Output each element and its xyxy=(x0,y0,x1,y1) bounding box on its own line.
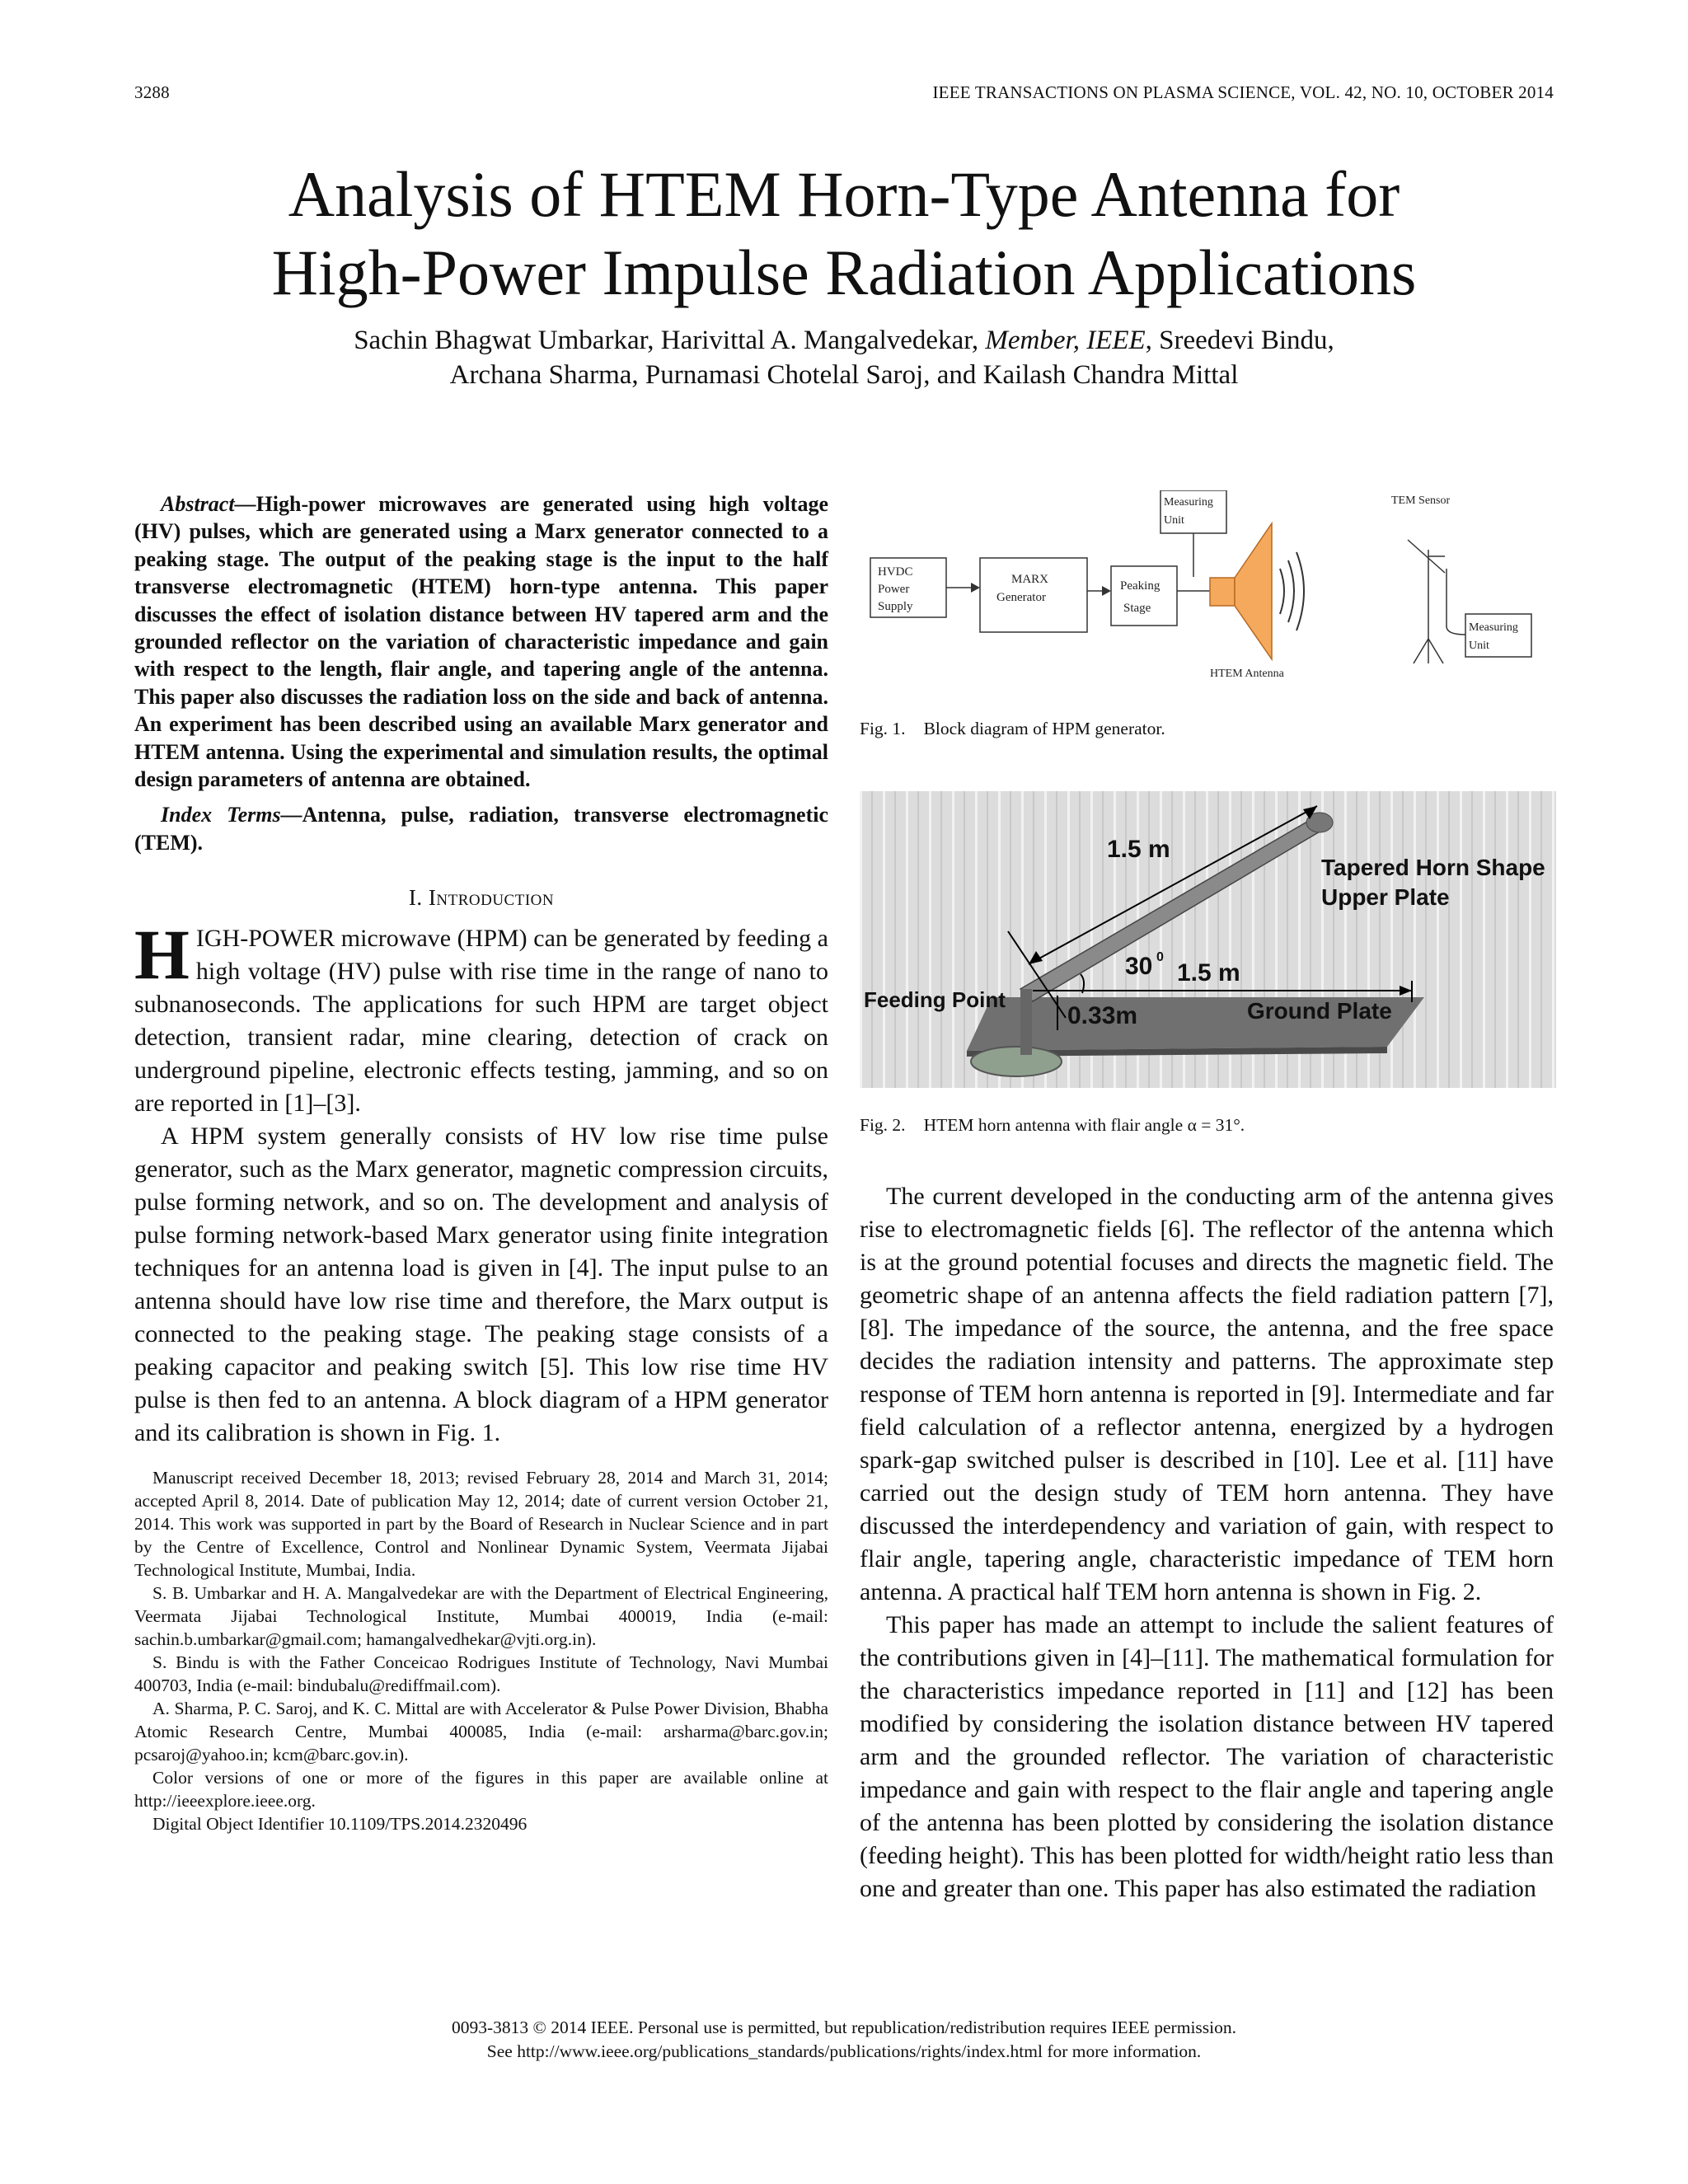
author-list xyxy=(0,323,1688,392)
authors-part-c: , Sreedevi Bindu, xyxy=(1145,326,1334,355)
horn-feed xyxy=(1210,578,1235,606)
figure-2-caption-text: HTEM horn antenna with flair angle α = 31°. xyxy=(923,1115,1245,1135)
authors-line-2: Archana Sharma, Purnamasi Chotelal Saroj, and Kailash Chandra Mittal xyxy=(449,360,1239,390)
peaking-label-2: Stage xyxy=(1123,602,1151,615)
footnotes xyxy=(134,1466,828,1835)
peaking-label-1: Peaking xyxy=(1120,579,1160,593)
copyright-footer xyxy=(0,2016,1688,2064)
tapered-label-2: Upper Plate xyxy=(1321,884,1450,910)
peaking-box xyxy=(1111,566,1177,626)
paper-title xyxy=(0,155,1688,312)
title-line-2: High-Power Impulse Radiation Applications xyxy=(271,237,1417,308)
sensor-leg-left xyxy=(1414,639,1428,663)
horizontal-length-label: 1.5 m xyxy=(1177,959,1240,987)
intro-paragraph-1 xyxy=(134,915,828,1120)
tem-sensor-label: TEM Sensor xyxy=(1391,494,1451,507)
intro-paragraph-1-text: IGH-POWER microwave (HPM) can be generated by feeding a high voltage (HV) pulse with rise time in the range of nano to subnanoseconds. The applications for such HPM are target object detection, transient radar, mine clearing, detection of crack on underground pipeline, electronic effects testing, jamming, and so on are reported in [1]–[3]. xyxy=(134,925,828,1118)
hvdc-label-1: HVDC xyxy=(878,565,913,579)
footnote-affiliation-1: S. B. Umbarkar and H. A. Mangalvedekar are with the Department of Electrical Engineering, Veermata Jijabai Technological Institute, Mumbai 400019, India (e-mail: sachin.b.umbarkar@gmail.com; hamangalvedhekar@vjti.org.in). xyxy=(134,1583,828,1650)
angle-degree: 0 xyxy=(1156,950,1164,964)
title-line-1: Analysis of HTEM Horn-Type Antenna for xyxy=(288,158,1400,230)
index-terms-text: Antenna, pulse, radiation, transverse electromagnetic (TEM). xyxy=(134,803,829,855)
member-ieee: Member, IEEE xyxy=(985,326,1146,355)
right-paragraph-2: This paper has made an attempt to include the salient features of the contributions given in [4]–[11]. The mathematical formulation for the characteristics impedance reported in [11] and [12] has been modified by considering the isolation distance between HV tapered arm and the grounded reflector. The variation of characteristic impedance and gain with respect to the flair angle and tapering angle of the antenna has been plotted by considering the isolation distance (feeding height). This has been plotted for width/height ratio less than one and greater than one. This paper has also estimated the radiation xyxy=(860,1611,1554,1902)
sensor-cable xyxy=(1447,569,1465,635)
footnote-affiliation-2: S. Bindu is with the Father Conceicao Rodrigues Institute of Technology, Navi Mumbai 400703, India (e-mail: bindubalu@rediffmail.com). xyxy=(134,1652,828,1696)
abstract-label: Abstract— xyxy=(161,492,256,516)
angle-label: 30 xyxy=(1125,953,1153,980)
arrowhead-2 xyxy=(1102,586,1111,596)
figure-2-antenna-photo xyxy=(860,791,1556,1088)
footnote-doi: Digital Object Identifier 10.1109/TPS.2014.2320496 xyxy=(152,1814,528,1835)
marx-label-1: MARX xyxy=(1011,573,1049,586)
feed-base xyxy=(971,1047,1062,1076)
footnote-manuscript: Manuscript received December 18, 2013; revised February 28, 2014 and March 31, 2014; accepted April 8, 2014. Date of publication May 12, 2014; date of current version October 21, 2014. This work was supported in part by the Board of Research in Nuclear Science and in part by the Centre of Excellence, Control and Nonlinear Dynamic System, Veermata Jijabai Technological Institute, Mumbai, India. xyxy=(134,1468,828,1581)
horn-antenna-shape xyxy=(1235,523,1272,659)
marx-label-2: Generator xyxy=(996,591,1046,604)
abstract-text: High-power microwaves are generated using high voltage (HV) pulses, which are generated using a Marx generator connected to a peaking stage. The output of the peaking stage is the input to the half transverse electromagnetic (HTEM) horn-type antenna. This paper discusses the effect of isolation distance between HV tapered arm and the grounded reflector on the variation of characteristic impedance and gain with respect to the length, flair angle, and tapering angle of the antenna. This paper also discusses the radiation loss on the side and back of antenna. An experiment has been described using an available Marx generator and HTEM antenna. Using the experimental and simulation results, the optimal design parameters of antenna are obtained. xyxy=(134,492,828,792)
right-paragraph-1: The current developed in the conducting arm of the antenna gives rise to electromagnetic fields [6]. The reflector of the antenna which is at the ground potential focuses and directs the magnetic field. The geometric shape of an antenna affects the field radiation pattern [7], [8]. The impedance of the source, the antenna, and the free space decides the radiation intensity and patterns. The approximate step response of TEM horn antenna is reported in [9]. Intermediate and far field calculation of a reflector antenna, energized by a hydrogen spark-gap switched pulser is described in [10]. Lee et al. [11] have carried out the design study of TEM horn antenna. They have discussed the interdependency and variation of gain, with respect to flair angle, tapering angle, characteristic impedance of TEM horn antenna. A practical half TEM horn antenna is shown in Fig. 2. xyxy=(860,1183,1554,1605)
height-label: 0.33m xyxy=(1067,1002,1138,1029)
feeding-point-label: Feeding Point xyxy=(864,987,1006,1012)
measuring-label-1: Measuring xyxy=(1164,496,1213,509)
figure-1-block-diagram xyxy=(860,490,1556,688)
sensor-leg-right xyxy=(1428,639,1443,663)
authors-part-a: Sachin Bhagwat Umbarkar, Harivittal A. Mangalvedekar, xyxy=(354,326,979,355)
index-terms-label: Index Terms— xyxy=(161,803,302,827)
page-number: 3288 xyxy=(134,82,170,102)
intro-paragraph-2: A HPM system generally consists of HV low rise time pulse generator, such as the Marx generator, magnetic compression circuits, pulse forming network, and so on. The development and analysis of pulse forming network-based Marx generator using finite integration techniques for an antenna load is given in [4]. The input pulse to an antenna should have low rise time and therefore, the Marx output is connected to the peaking stage. The peaking stage consists of a peaking capacitor and peaking switch [5]. This low rise time HV pulse is then fed to an antenna. A block diagram of a HPM generator and its calibration is shown in Fig. 1. xyxy=(134,1122,828,1447)
feed-post xyxy=(1020,989,1032,1055)
wave-1 xyxy=(1280,569,1284,614)
footnote-color-versions: Color versions of one or more of the figures in this paper are available online at http://ieeexplore.ieee.org. xyxy=(134,1768,828,1811)
abstract xyxy=(134,490,828,793)
tapered-label-1: Tapered Horn Shape xyxy=(1321,855,1545,880)
right-column xyxy=(860,1180,1554,1905)
length-label: 1.5 m xyxy=(1107,836,1170,863)
figure-1-caption-text: Block diagram of HPM generator. xyxy=(923,719,1165,738)
wave-3 xyxy=(1296,552,1304,630)
hvdc-label-3: Supply xyxy=(878,600,913,613)
figure-2-label: Fig. 2. xyxy=(860,1115,906,1135)
journal-header: IEEE TRANSACTIONS ON PLASMA SCIENCE, VOL. 42, NO. 10, OCTOBER 2014 xyxy=(932,82,1554,102)
figure-1-label: Fig. 1. xyxy=(860,719,906,738)
left-column xyxy=(134,490,828,1835)
measuring-label-2: Unit xyxy=(1164,514,1184,527)
figure-2-caption xyxy=(860,1115,1245,1136)
hvdc-label-2: Power xyxy=(878,583,910,596)
figure-1-caption xyxy=(860,719,1165,739)
wave-2 xyxy=(1288,560,1294,622)
arrowhead-1 xyxy=(971,583,980,593)
authors-line-1 xyxy=(0,323,1688,358)
index-terms xyxy=(134,801,828,856)
measuring-2-label-2: Unit xyxy=(1469,640,1489,652)
section-number: I. xyxy=(408,885,429,911)
section-title: Introduction xyxy=(428,885,555,911)
footer-line-2: See http://www.ieee.org/publications_standards/publications/rights/index.html for more information. xyxy=(486,2041,1202,2061)
drop-cap: H xyxy=(134,915,190,995)
footnote-affiliation-3: A. Sharma, P. C. Saroj, and K. C. Mittal are with Accelerator & Pulse Power Division, Bhabha Atomic Research Centre, Mumbai 400085, India (e-mail: arsharma@barc.gov.in; pcsaroj@yahoo.in; kcm@barc.gov.in). xyxy=(134,1699,828,1765)
measuring-2-label-1: Measuring xyxy=(1469,621,1518,634)
footer-line-1: 0093-3813 © 2014 IEEE. Personal use is permitted, but republication/redistribution requires IEEE permission. xyxy=(452,2018,1236,2037)
section-heading-introduction xyxy=(134,881,828,914)
ground-plate-label: Ground Plate xyxy=(1247,998,1392,1024)
htem-antenna-label: HTEM Antenna xyxy=(1210,668,1284,680)
